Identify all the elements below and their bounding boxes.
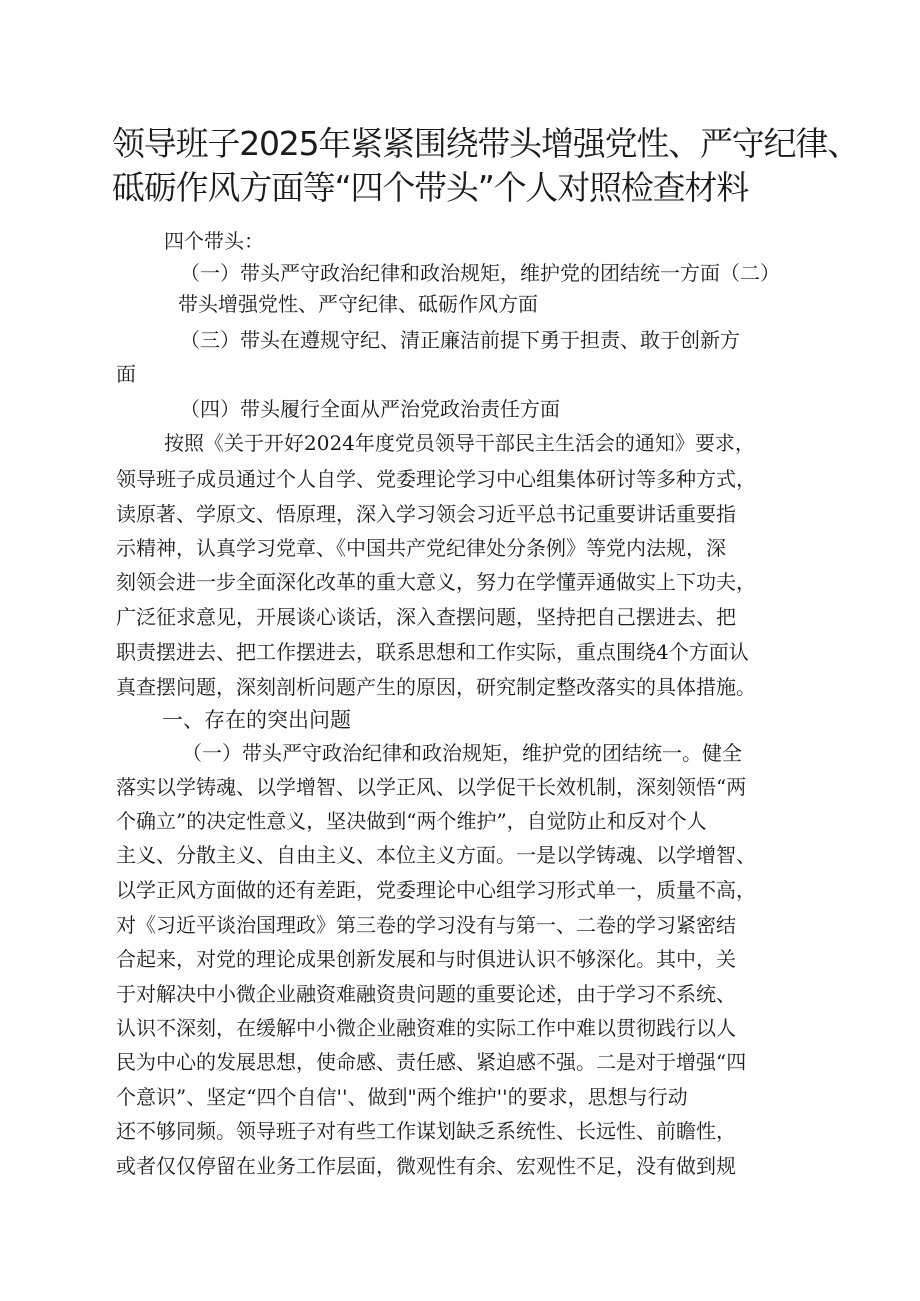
paragraph-line: 按照《关于开好2024年度党员领导干部民主生活会的通知》要求， [164, 431, 755, 455]
paragraph-line: 主义、分散主义、自由主义、本位主义方面。一是以学铸魂、以学增智、 [116, 843, 756, 867]
intro-label: 四个带头： [164, 229, 264, 253]
paragraph-line: 或者仅仅停留在业务工作层面，微观性有余、宏观性不足，没有做到规 [116, 1154, 736, 1178]
paragraph-line: 职责摆进去、把工作摆进去，联系思想和工作实际，重点围绕4个方面认 [116, 640, 749, 664]
paragraph-line: 落实以学铸魂、以学增智、以学正风、以学促干长效机制，深刻领悟“两 [116, 775, 747, 799]
intro-item-2: 带头增强党性、严守纪律、砥砺作风方面 [178, 292, 538, 316]
paragraph-line: 广泛征求意见，开展谈心谈话，深入查摆问题，坚持把自己摆进去、把 [116, 605, 736, 629]
intro-item-4: （四）带头履行全面从严治党政治责任方面 [180, 397, 560, 421]
document-title-line-1: 领导班子2025年紧紧围绕带头增强党性、严守纪律、 [112, 124, 859, 163]
paragraph-line: （一）带头严守政治纪律和政治规矩，维护党的团结统一。健全 [182, 741, 742, 765]
paragraph-line: 于对解决中小微企业融资难融资贵问题的重要论述，由于学习不系统、 [116, 982, 736, 1006]
paragraph-line: 刻领会进一步全面深化改革的重大意义，努力在学懂弄通做实上下功夫， [116, 570, 756, 594]
paragraph-line: 合起来，对党的理论成果创新发展和与时俱进认识不够深化。其中，关 [116, 947, 736, 971]
paragraph-line: 以学正风方面做的还有差距，党委理论中心组学习形式单一，质量不高， [116, 878, 756, 902]
paragraph-line: 真查摆问题，深刻剖析问题产生的原因，研究制定整改落实的具体措施。 [116, 675, 756, 699]
paragraph-line: 认识不深刻，在缓解中小微企业融资难的实际工作中难以贯彻践行以人 [116, 1016, 736, 1040]
document-title-line-2: 砥砺作风方面等“四个带头”个人对照检查材料 [112, 168, 748, 207]
intro-item-3: （三）带头在遵规守纪、清正廉洁前提下勇于担责、敢于创新方 [180, 328, 740, 352]
intro-item-3-cont: 面 [116, 362, 136, 386]
paragraph-line: 个确立”的决定性意义，坚决做到“两个维护”，自觉防止和反对个人 [116, 809, 707, 833]
paragraph-line: 个意识”、坚定“四个自信''、做到"两个维护''的要求，思想与行动 [116, 1085, 688, 1109]
intro-item-1: （一）带头严守政治纪律和政治规矩，维护党的团结统一方面（二） [180, 261, 780, 285]
paragraph-line: 对《习近平谈治国理政》第三卷的学习没有与第一、二卷的学习紧密结 [116, 913, 736, 937]
paragraph-line: 读原著、学原文、悟原理，深入学习领会习近平总书记重要讲话重要指 [116, 502, 736, 526]
paragraph-line: 领导班子成员通过个人自学、党委理论学习中心组集体研讨等多种方式， [116, 467, 756, 491]
paragraph-line: 还不够同频。领导班子对有些工作谋划缺乏系统性、长远性、前瞻性， [116, 1119, 736, 1143]
paragraph-line: 示精神，认真学习党章、《中国共产党纪律处分条例》等党内法规，深 [116, 536, 726, 560]
paragraph-line: 民为中心的发展思想，使命感、责任感、紧迫感不强。二是对于增强“四 [116, 1050, 747, 1074]
section-heading: 一、存在的突出问题 [162, 708, 351, 732]
